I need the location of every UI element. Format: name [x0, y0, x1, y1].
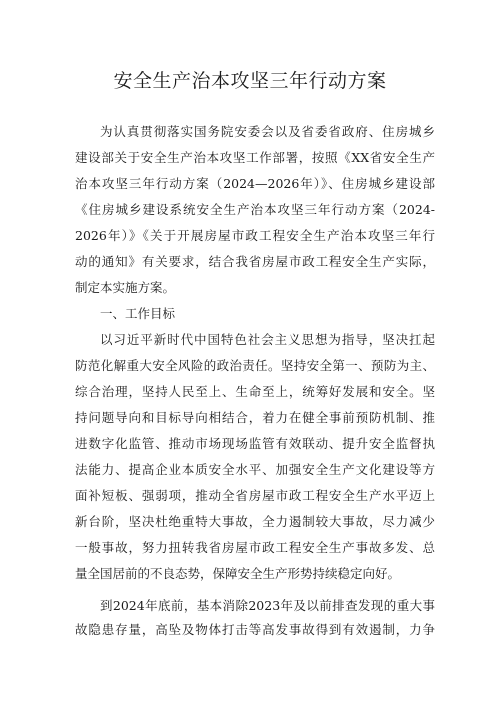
paragraph-line: 2026年）》《关于开展房屋市政工程安全生产治本攻坚三年行 [75, 228, 435, 243]
paragraph-line: 到2024年底前，基本消除2023年及以前排查发现的重大事 [100, 598, 435, 613]
paragraph-line: 防范化解重大安全风险的政治责任。坚持安全第一、预防为主、 [75, 358, 435, 373]
paragraph-line: 建设部关于安全生产治本攻坚工作部署，按照《XX省安全生产 [75, 150, 435, 165]
paragraph-line: 以习近平新时代中国特色社会主义思想为指导，坚决扛起 [100, 332, 435, 347]
paragraph-line: 为认真贯彻落实国务院安委会以及省委省政府、住房城乡 [100, 124, 435, 139]
paragraph-line: 一般事故，努力扭转我省房屋市政工程安全生产事故多发、总 [75, 540, 435, 555]
paragraph-line: 综合治理，坚持人民至上、生命至上，统筹好发展和安全。坚 [75, 384, 435, 399]
paragraph-line: 《住房城乡建设系统安全生产治本攻坚三年行动方案（2024- [75, 202, 435, 217]
paragraph-line: 动的通知》有关要求，结合我省房屋市政工程安全生产实际， [75, 254, 435, 269]
paragraph-line: 持问题导向和目标导向相结合，着力在健全事前预防机制、推 [75, 410, 435, 425]
paragraph-line: 治本攻坚三年行动方案（2024—2026年）》、住房城乡建设部 [75, 176, 435, 191]
paragraph-line: 量全国居前的不良态势，保障安全生产形势持续稳定向好。 [75, 566, 401, 581]
paragraph-line: 新台阶，坚决杜绝重特大事故，全力遏制较大事故，尽力减少 [75, 514, 435, 529]
section-heading: 一、工作目标 [100, 306, 176, 321]
paragraph-line: 面补短板、强弱项，推动全省房屋市政工程安全生产水平迈上 [75, 488, 435, 503]
paragraph-line: 法能力、提高企业本质安全水平、加强安全生产文化建设等方 [75, 462, 435, 477]
paragraph-line: 制定本实施方案。 [75, 280, 176, 295]
paragraph-line: 进数字化监管、推动市场现场监管有效联动、提升安全监督执 [75, 436, 435, 451]
paragraph-line: 故隐患存量，高坠及物体打击等高发事故得到有效遏制，力争 [75, 622, 435, 637]
document-title: 安全生产治本攻坚三年行动方案 [113, 70, 387, 92]
